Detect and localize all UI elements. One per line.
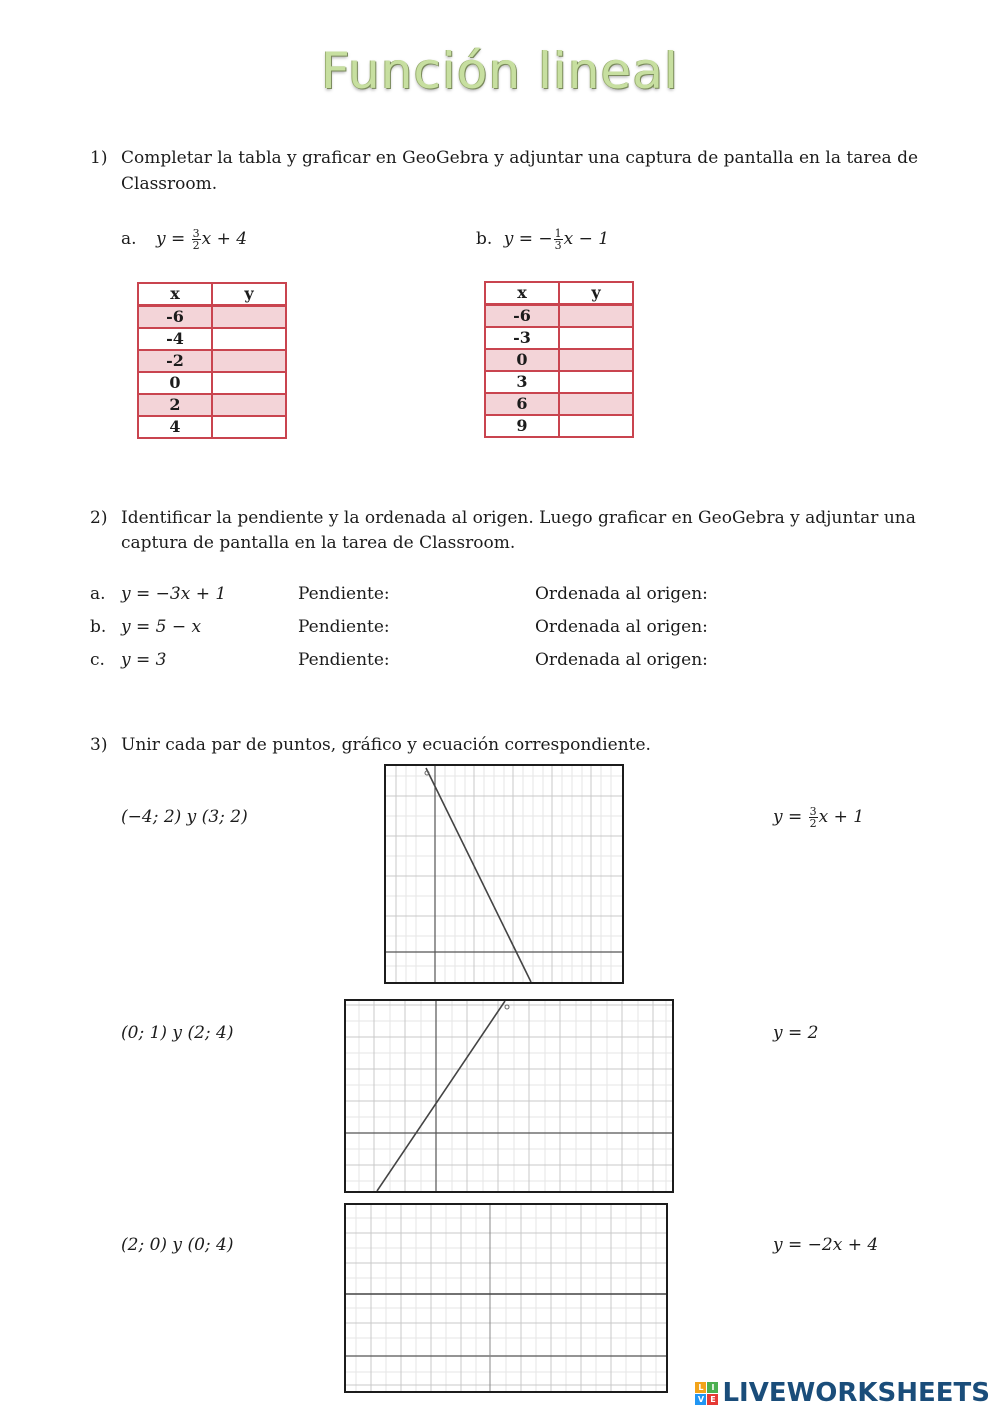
logo-letter-v: V: [695, 1394, 706, 1405]
table-a-x-cell: 0: [138, 372, 212, 394]
table-a-y-input[interactable]: [212, 372, 286, 394]
q2c-slope-label: Pendiente:: [298, 650, 390, 670]
q3-equation-1[interactable]: [773, 804, 864, 830]
table-b-y-input[interactable]: [559, 305, 633, 328]
graph-3-canvas: [346, 1205, 666, 1391]
q1a-frac-den: 2: [192, 239, 200, 252]
table-row: [485, 327, 633, 349]
q1-text-line1: Completar la tabla y graficar en GeoGebra y adjuntar una captura de pantalla en la tarea de: [121, 148, 919, 168]
graph-2-point: [505, 1005, 509, 1009]
table-row: [485, 349, 633, 371]
q2b-intercept-label: Ordenada al origen:: [535, 617, 708, 637]
graph-3[interactable]: [344, 1203, 668, 1393]
q3-number: 3): [90, 735, 108, 755]
q2c-label: c.: [90, 650, 105, 670]
table-row: [485, 305, 633, 328]
q2c-intercept-label: Ordenada al origen:: [535, 650, 708, 670]
table-a-y-input[interactable]: [212, 306, 286, 329]
q1a-frac-num: 3: [192, 227, 200, 240]
q1b-label: b.: [476, 229, 493, 249]
q1b-lhs: y = −: [503, 229, 553, 249]
q1b-frac-num: 1: [554, 227, 562, 240]
q2b-label: b.: [90, 617, 107, 637]
table-b-x-cell: 6: [485, 393, 559, 415]
table-a-x-cell: -4: [138, 328, 212, 350]
q3-pair-1[interactable]: (−4; 2) y (3; 2): [121, 807, 248, 827]
graph-2-canvas: [346, 1001, 672, 1191]
table-b-y-input[interactable]: [559, 393, 633, 415]
q1-number: 1): [90, 148, 108, 168]
q3-eq1-frac-num: 3: [809, 805, 817, 818]
q3-eq1-lhs: y =: [773, 807, 808, 827]
graph-1-minor-grid: [386, 766, 622, 982]
q1-text-line2: Classroom.: [121, 174, 218, 194]
table-a-y-input[interactable]: [212, 416, 286, 438]
table-row: [138, 306, 286, 329]
q3-eq1-rhs: x + 1: [818, 807, 865, 827]
page-title: Función lineal: [321, 42, 679, 100]
graph-1-line: [426, 768, 531, 982]
q1b-equation: [476, 226, 609, 252]
q2c-equation: y = 3: [121, 650, 167, 670]
q3-equation-2[interactable]: y = 2: [773, 1023, 819, 1043]
q2a-slope-label: Pendiente:: [298, 584, 390, 604]
table-b-x-cell: 9: [485, 415, 559, 437]
table-a-x-cell: 4: [138, 416, 212, 438]
table-b-y-input[interactable]: [559, 327, 633, 349]
q1a-rhs: x + 4: [201, 229, 248, 249]
table-a-x-cell: -2: [138, 350, 212, 372]
table-a-x-cell: -6: [138, 306, 212, 329]
q1b-rhs: x − 1: [563, 229, 610, 249]
graph-1-canvas: [386, 766, 622, 982]
table-b-x-cell: 3: [485, 371, 559, 393]
logo-icon: [695, 1382, 718, 1405]
table-row: [138, 328, 286, 350]
table-b-y-input[interactable]: [559, 349, 633, 371]
q1b-frac-den: 3: [554, 239, 562, 252]
table-row: [485, 415, 633, 437]
q3-eq1-frac-den: 2: [809, 817, 817, 830]
table-row: [138, 416, 286, 438]
table-a-y-input[interactable]: [212, 350, 286, 372]
q2b-equation: y = 5 − x: [121, 617, 202, 637]
table-a-header-x: x: [138, 283, 212, 306]
table-a-y-input[interactable]: [212, 328, 286, 350]
table-b-header-y: y: [559, 282, 633, 305]
q1b-fraction: [554, 228, 563, 251]
table-row: [138, 394, 286, 416]
table-b-y-input[interactable]: [559, 371, 633, 393]
q1a-lhs: y =: [155, 229, 191, 249]
graph-2-line: [377, 1001, 505, 1191]
table-a-y-input[interactable]: [212, 394, 286, 416]
q2b-slope-label: Pendiente:: [298, 617, 390, 637]
liveworksheets-logo: [695, 1378, 990, 1408]
q2a-intercept-label: Ordenada al origen:: [535, 584, 708, 604]
q3-pair-2[interactable]: (0; 1) y (2; 4): [121, 1023, 234, 1043]
graph-2[interactable]: [344, 999, 674, 1193]
q3-text: Unir cada par de puntos, gráfico y ecuación correspondiente.: [121, 735, 651, 755]
graph-2-major-grid: [346, 1001, 672, 1191]
logo-letter-e: E: [707, 1394, 718, 1405]
table-row: [485, 393, 633, 415]
graph-1[interactable]: [384, 764, 624, 984]
q2-text-line1: Identificar la pendiente y la ordenada al origen. Luego graficar en GeoGebra y adjuntar una: [121, 508, 916, 528]
table-b: [484, 281, 634, 438]
q2a-equation: y = −3x + 1: [121, 584, 227, 604]
q1a-fraction: [192, 228, 201, 251]
table-b-header-x: x: [485, 282, 559, 305]
q1a-equation: [121, 226, 247, 252]
q2-text-line2: captura de pantalla en la tarea de Classroom.: [121, 533, 516, 553]
table-a: [137, 282, 287, 439]
logo-letter-i: I: [707, 1382, 718, 1393]
table-b-x-cell: -6: [485, 305, 559, 328]
graph-2-minor-grid: [346, 1001, 672, 1191]
logo-brand-text: LIVEWORKSHEETS: [722, 1378, 990, 1408]
q2a-label: a.: [90, 584, 106, 604]
logo-letter-l: L: [695, 1382, 706, 1393]
table-a-x-cell: 2: [138, 394, 212, 416]
table-row: [138, 350, 286, 372]
table-b-y-input[interactable]: [559, 415, 633, 437]
table-row: [485, 371, 633, 393]
q2-number: 2): [90, 508, 108, 528]
q1a-label: a.: [121, 229, 137, 249]
table-row: [138, 372, 286, 394]
table-b-x-cell: 0: [485, 349, 559, 371]
table-b-x-cell: -3: [485, 327, 559, 349]
q3-equation-3[interactable]: y = −2x + 4: [773, 1235, 879, 1255]
q3-pair-3[interactable]: (2; 0) y (0; 4): [121, 1235, 234, 1255]
q3-eq1-fraction: [809, 806, 818, 829]
table-a-header-y: y: [212, 283, 286, 306]
